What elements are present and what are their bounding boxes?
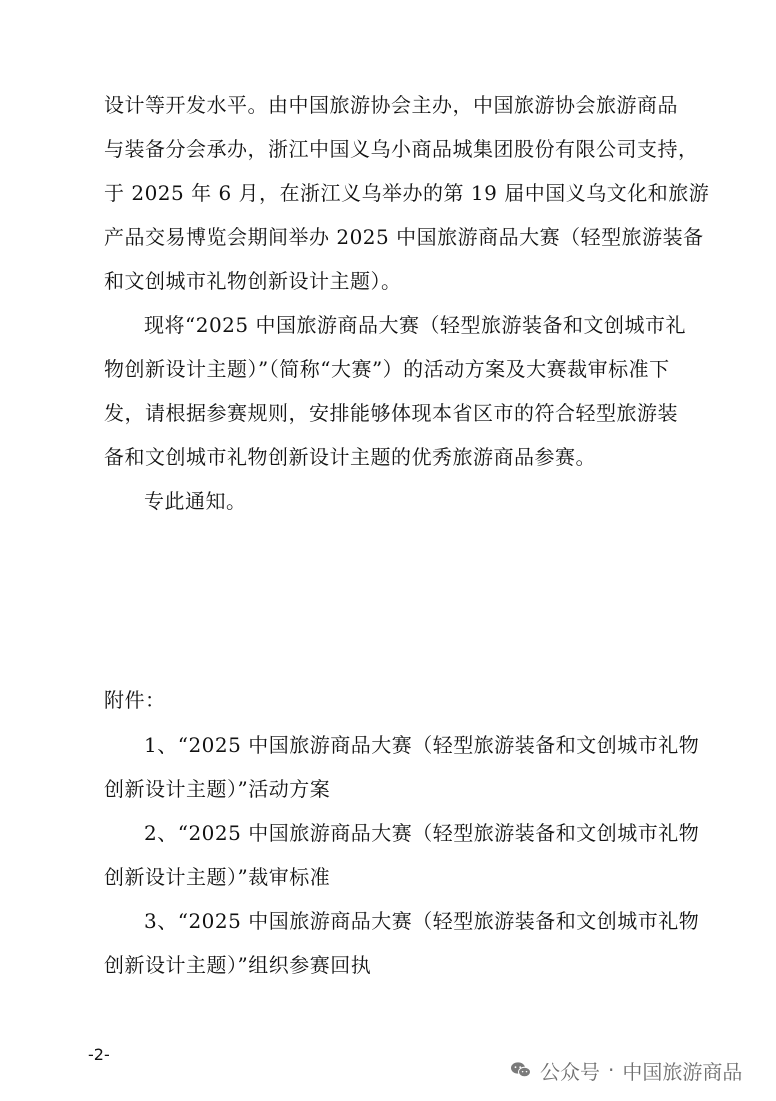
page-number: -2- bbox=[88, 1045, 110, 1064]
attachment-1-line-2: 创新设计主题）”活动方案 bbox=[104, 777, 331, 801]
watermark-separator: · bbox=[608, 1058, 615, 1082]
closing-line: 专此通知。 bbox=[144, 489, 247, 513]
attachment-3-line-2: 创新设计主题）”组织参赛回执 bbox=[104, 953, 372, 977]
wechat-icon bbox=[510, 1061, 532, 1079]
paragraph-2-line-3: 发，请根据参赛规则，安排能够体现本省区市的符合轻型旅游装 bbox=[104, 401, 678, 425]
paragraph-1-line-1: 设计等开发水平。由中国旅游协会主办，中国旅游协会旅游商品 bbox=[104, 93, 678, 117]
watermark-account: 中国旅游商品 bbox=[622, 1059, 743, 1084]
attachments-heading: 附件： bbox=[104, 688, 166, 712]
wechat-watermark bbox=[510, 1055, 742, 1085]
watermark-label: 公众号 bbox=[540, 1059, 600, 1084]
paragraph-1-line-5: 和文创城市礼物创新设计主题）。 bbox=[104, 269, 402, 293]
paragraph-1-line-3: 于 2025 年 6 月，在浙江义乌举办的第 19 届中国义乌文化和旅游 bbox=[104, 181, 710, 205]
paragraph-1-line-2: 与装备分会承办，浙江中国义乌小商品城集团股份有限公司支持， bbox=[104, 137, 699, 161]
paragraph-2-line-4: 备和文创城市礼物创新设计主题的优秀旅游商品参赛。 bbox=[104, 445, 596, 469]
attachment-2-line-2: 创新设计主题）”裁审标准 bbox=[104, 865, 331, 889]
paragraph-2-line-2: 物创新设计主题）”（简称“大赛”）的活动方案及大赛裁审标准下 bbox=[104, 357, 670, 381]
paragraph-1-line-4: 产品交易博览会期间举办 2025 中国旅游商品大赛（轻型旅游装备 bbox=[104, 225, 704, 249]
attachment-3-line-1: 3、“2025 中国旅游商品大赛（轻型旅游装备和文创城市礼物 bbox=[144, 909, 700, 933]
attachment-1-line-1: 1、“2025 中国旅游商品大赛（轻型旅游装备和文创城市礼物 bbox=[144, 733, 700, 757]
paragraph-2-line-1: 现将“2025 中国旅游商品大赛（轻型旅游装备和文创城市礼 bbox=[144, 313, 686, 337]
attachment-2-line-1: 2、“2025 中国旅游商品大赛（轻型旅游装备和文创城市礼物 bbox=[144, 821, 700, 845]
